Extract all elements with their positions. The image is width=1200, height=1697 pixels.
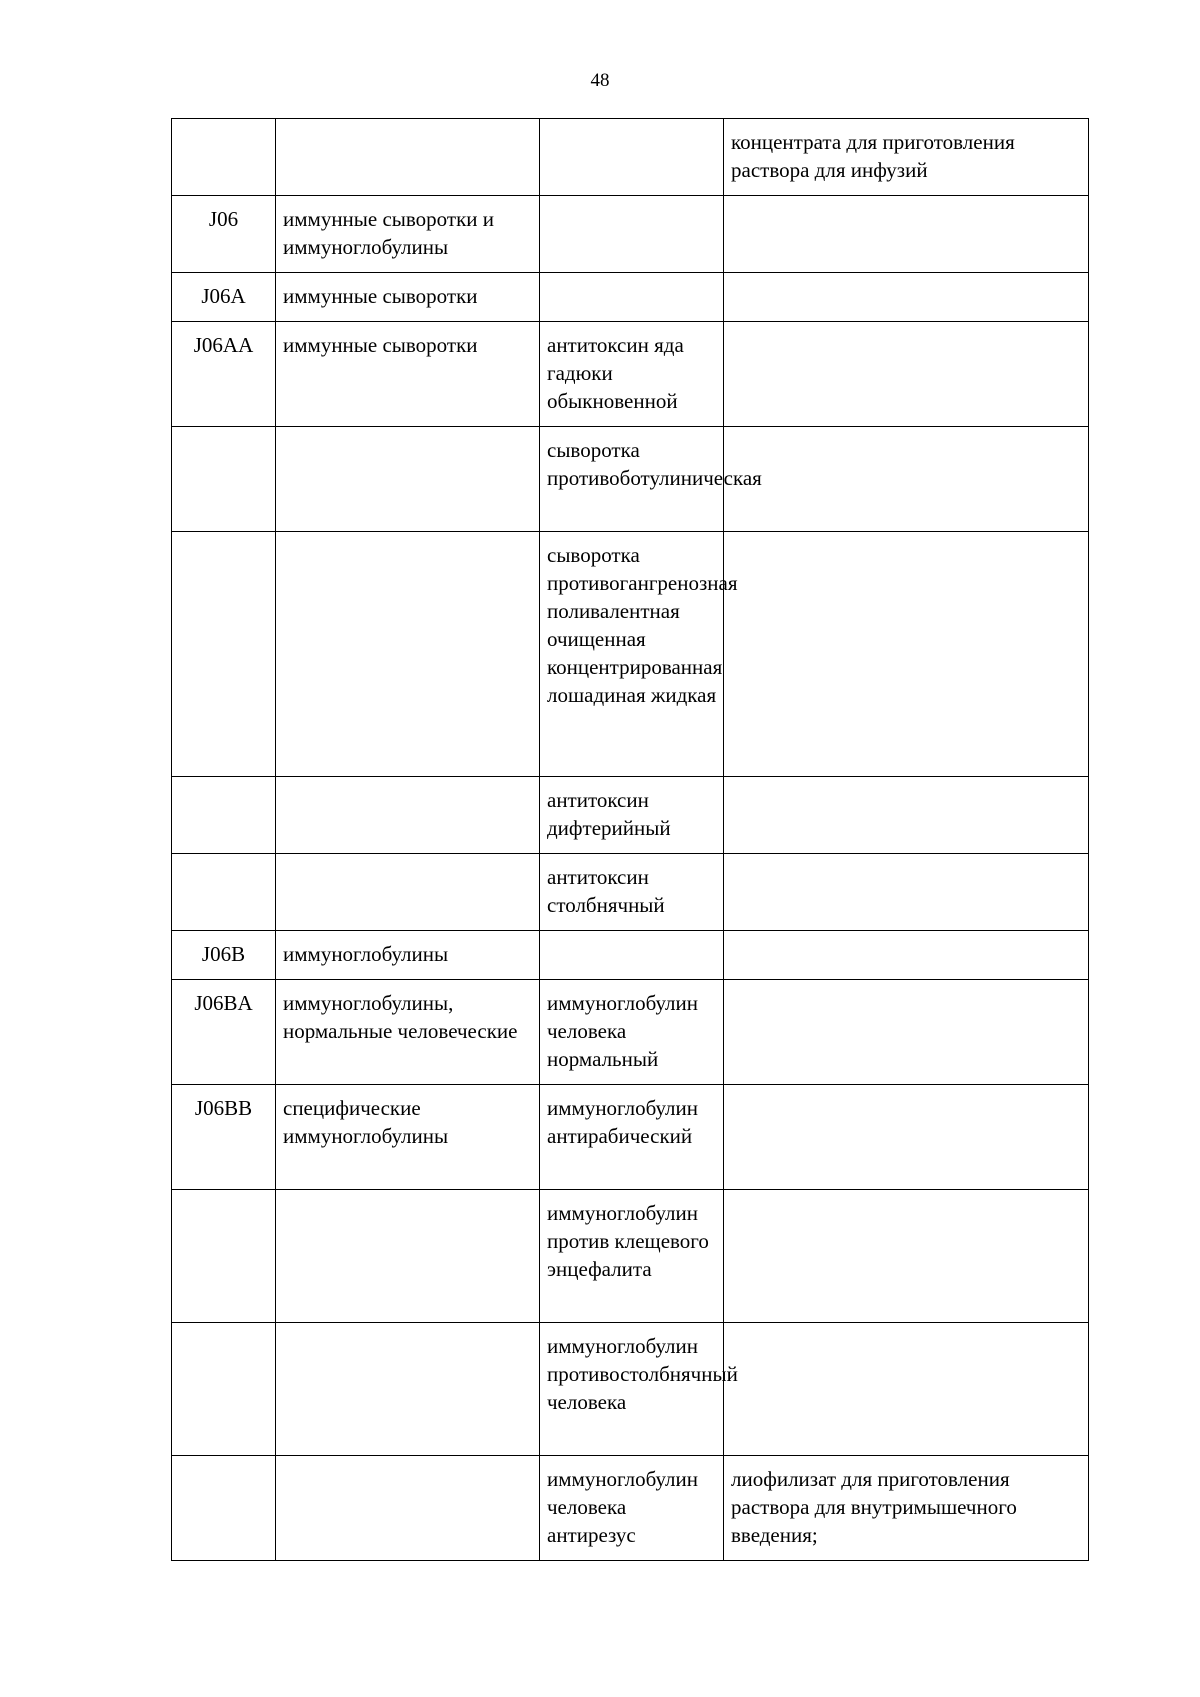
drug-cell xyxy=(540,931,724,980)
table-row xyxy=(172,1190,1089,1323)
atc-code-cell: J06AA xyxy=(172,322,276,427)
drug-cell: иммуноглобулин антирабический xyxy=(540,1085,724,1190)
atc-code-cell xyxy=(172,427,276,532)
group-cell: иммуноглобулины, нормальные человеческие xyxy=(276,980,540,1085)
form-cell xyxy=(724,931,1089,980)
atc-code-cell xyxy=(172,119,276,196)
drug-cell xyxy=(540,273,724,322)
atc-code-cell: J06A xyxy=(172,273,276,322)
form-cell xyxy=(724,1190,1089,1323)
atc-code-cell: J06B xyxy=(172,931,276,980)
page-number: 48 xyxy=(590,70,610,91)
atc-code-cell xyxy=(172,1190,276,1323)
form-cell xyxy=(724,322,1089,427)
table-row xyxy=(172,273,1089,322)
group-cell: специфические иммуноглобулины xyxy=(276,1085,540,1190)
group-cell: иммунные сыворотки и иммуноглобулины xyxy=(276,196,540,273)
group-cell xyxy=(276,119,540,196)
table-row xyxy=(172,1456,1089,1561)
atc-code-cell xyxy=(172,1456,276,1561)
drug-cell xyxy=(540,196,724,273)
form-cell xyxy=(724,854,1089,931)
atc-code-cell: J06BA xyxy=(172,980,276,1085)
table-row xyxy=(172,777,1089,854)
group-cell: иммунные сыворотки xyxy=(276,322,540,427)
table-row xyxy=(172,322,1089,427)
table-row xyxy=(172,854,1089,931)
table-row xyxy=(172,119,1089,196)
form-cell xyxy=(724,273,1089,322)
group-cell xyxy=(276,1323,540,1456)
table-row xyxy=(172,427,1089,532)
atc-code-cell xyxy=(172,532,276,777)
atc-code-cell: J06 xyxy=(172,196,276,273)
drug-cell: сыворотка противоботулиническая xyxy=(540,427,724,532)
drug-cell: антитоксин дифтерийный xyxy=(540,777,724,854)
group-cell xyxy=(276,532,540,777)
group-cell xyxy=(276,1456,540,1561)
drug-cell: иммуноглобулин против клещевого энцефалита xyxy=(540,1190,724,1323)
group-cell xyxy=(276,427,540,532)
form-cell: лиофилизат для приготовления раствора для внутримышечного введения; xyxy=(724,1456,1089,1561)
form-cell xyxy=(724,1323,1089,1456)
atc-code-cell xyxy=(172,777,276,854)
group-cell xyxy=(276,777,540,854)
group-cell: иммунные сыворотки xyxy=(276,273,540,322)
table-row xyxy=(172,980,1089,1085)
atc-code-cell xyxy=(172,1323,276,1456)
group-cell xyxy=(276,1190,540,1323)
form-cell xyxy=(724,980,1089,1085)
group-cell xyxy=(276,854,540,931)
atc-code-cell: J06BB xyxy=(172,1085,276,1190)
table-row xyxy=(172,532,1089,777)
drug-cell: иммуноглобулин человека нормальный xyxy=(540,980,724,1085)
table-row xyxy=(172,1323,1089,1456)
form-cell xyxy=(724,1085,1089,1190)
drug-cell: антитоксин яда гадюки обыкновенной xyxy=(540,322,724,427)
drug-cell: иммуноглобулин противостолбнячный человека xyxy=(540,1323,724,1456)
form-cell: концентрата для приготовления раствора для инфузий xyxy=(724,119,1089,196)
table-row xyxy=(172,931,1089,980)
form-cell xyxy=(724,196,1089,273)
group-cell: иммуноглобулины xyxy=(276,931,540,980)
drug-cell: сыворотка противогангренозная поливалентная очищенная концентрированная лошадиная жидкая xyxy=(540,532,724,777)
drug-cell: антитоксин столбнячный xyxy=(540,854,724,931)
drug-table xyxy=(171,118,1089,1561)
form-cell xyxy=(724,777,1089,854)
table-row xyxy=(172,196,1089,273)
drug-cell: иммуноглобулин человека антирезус xyxy=(540,1456,724,1561)
drug-cell xyxy=(540,119,724,196)
table-row xyxy=(172,1085,1089,1190)
form-cell xyxy=(724,532,1089,777)
atc-code-cell xyxy=(172,854,276,931)
form-cell xyxy=(724,427,1089,532)
